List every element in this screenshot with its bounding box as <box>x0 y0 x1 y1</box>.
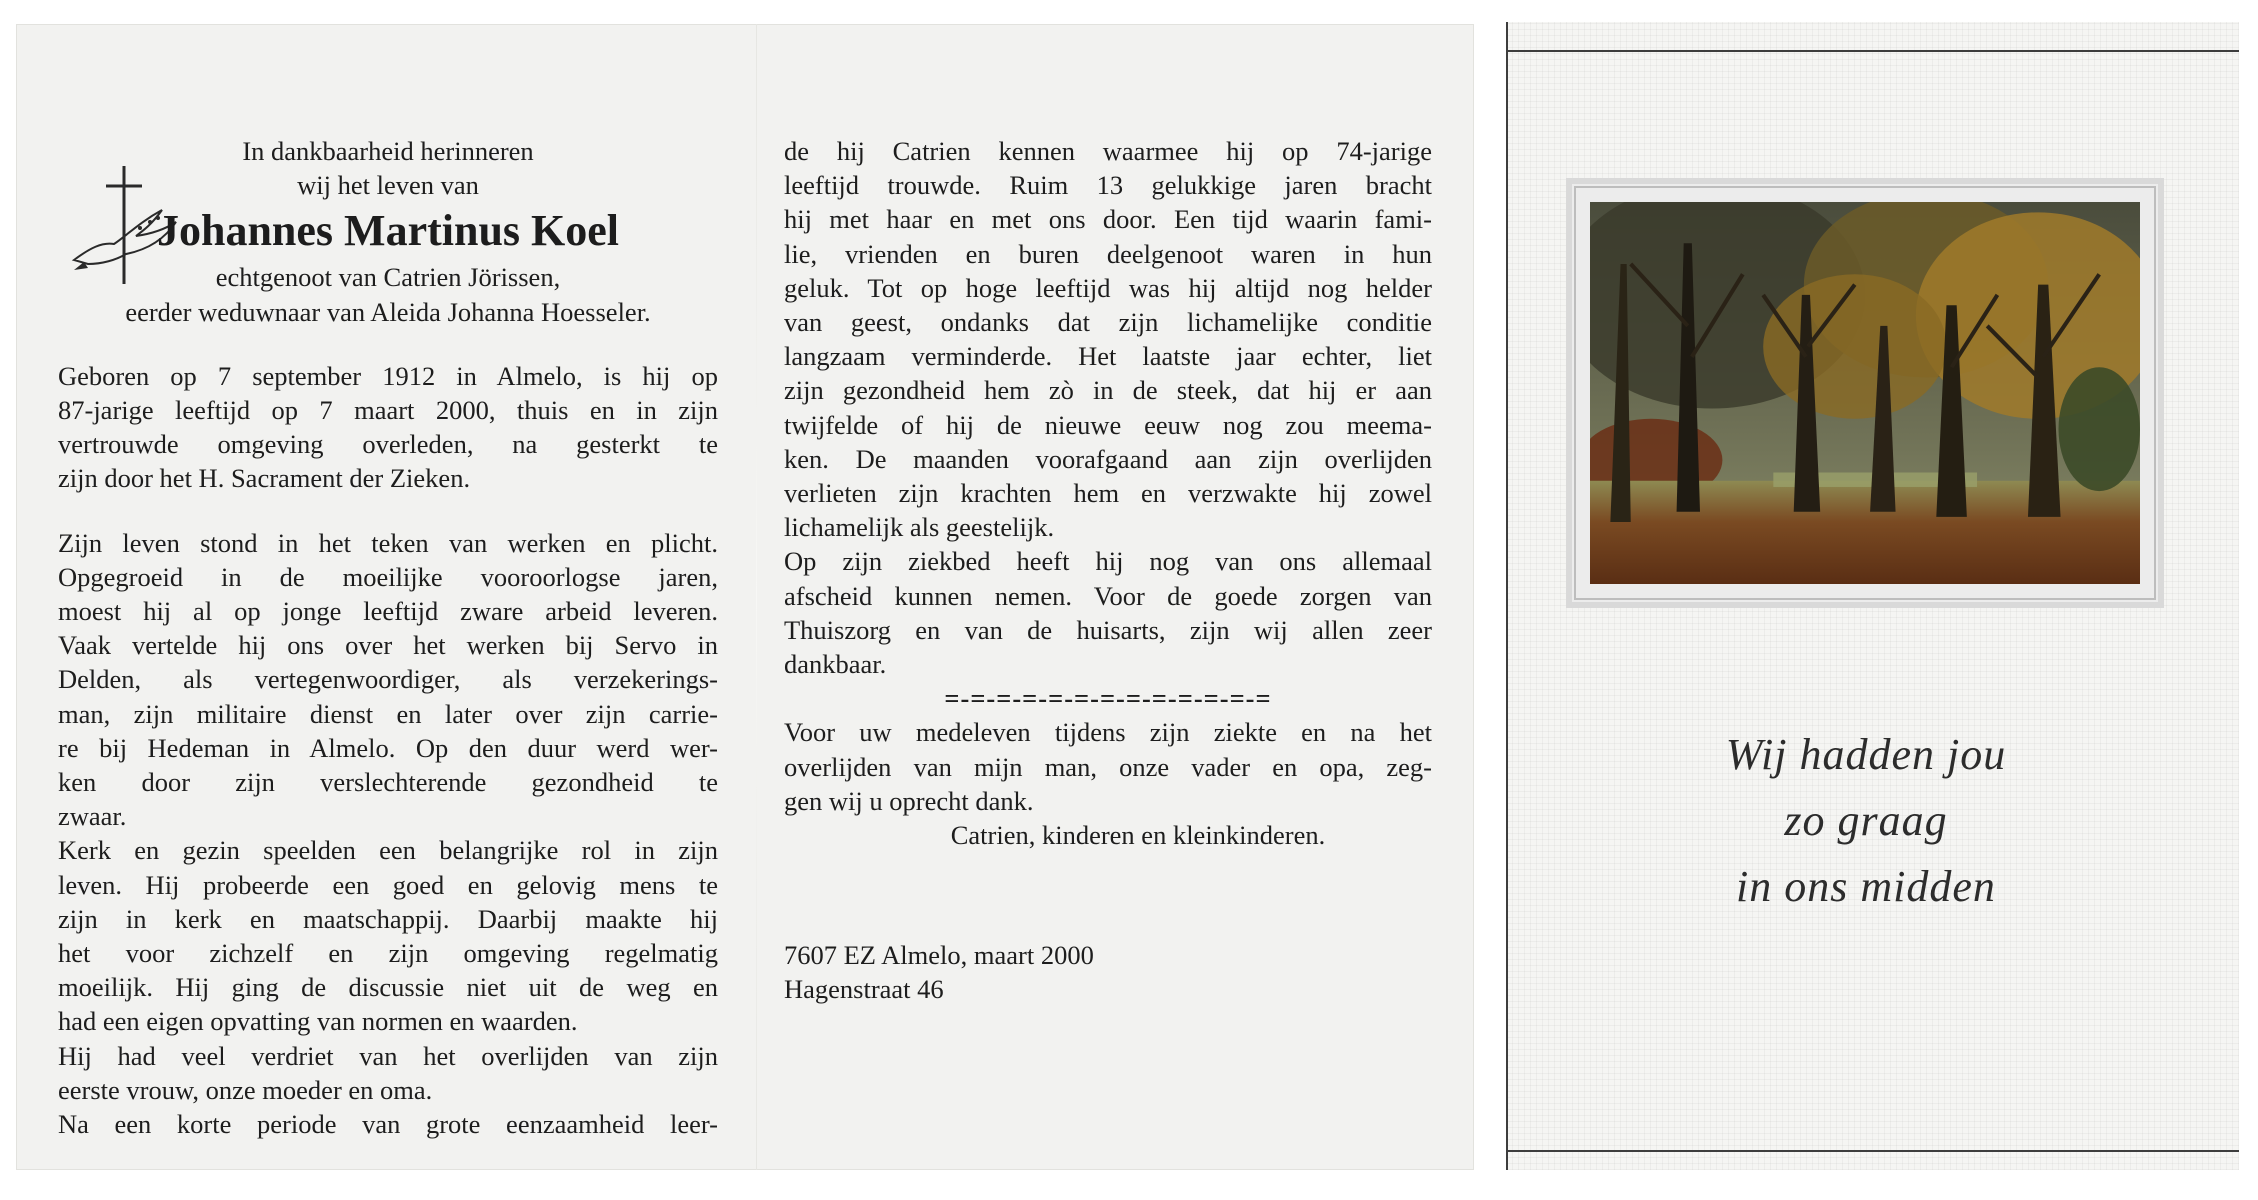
text-line: het voor zichzelf en zijn omgeving regelmatig <box>58 938 718 969</box>
text-line: moeilijk. Hij ging de discussie niet uit de weg en <box>58 972 718 1003</box>
text-line: ken door zijn verslechterende gezondheid te <box>58 767 718 798</box>
text-line: hij met haar en met ons door. Een tijd waarin fami- <box>784 204 1432 235</box>
text-line: lichamelijk als geestelijk. <box>784 512 1055 543</box>
text-line: Delden, als vertegenwoordiger, als verzekerings- <box>58 664 718 695</box>
paragraph-loneliness <box>58 1107 718 1141</box>
verse-text <box>1626 722 2106 920</box>
fold-line <box>756 24 757 1170</box>
text-line: ken. De maanden voorafgaand aan zijn overlijden <box>784 443 1432 474</box>
verse-line: zo graag <box>1784 796 1948 845</box>
text-line: langzaam verminderde. Het laatste jaar echter, liet <box>784 341 1432 372</box>
text-line: Thuiszorg en van de huisarts, zijn wij allen zeer <box>784 614 1432 645</box>
text-line: leven. Hij probeerde een goed en gelovig mens te <box>58 869 718 900</box>
text-line: geluk. Tot op hoge leeftijd was hij altijd nog helder <box>784 272 1432 303</box>
text-line: gen wij u oprecht dank. <box>784 785 1034 816</box>
spouse-line: echtgenoot van Catrien Jörissen, <box>215 262 561 293</box>
text-line: 87-jarige leeftijd op 7 maart 2000, thuis en in zijn <box>58 395 718 426</box>
text-line: zijn gezondheid hem zò in de steek, dat hij er aan <box>784 375 1432 406</box>
text-line: afscheid kunnen nemen. Voor de goede zorgen van <box>784 580 1432 611</box>
text-line: zijn door het H. Sacrament der Zieken. <box>58 463 471 494</box>
text-line: moest hij al op jonge leeftijd zware arbeid leveren. <box>58 596 718 627</box>
text-line: Hij had veel verdriet van het overlijden van zijn <box>58 1040 718 1071</box>
divider-ornament: =-=-=-=-=-=-=-=-=-=-=-=-= <box>944 683 1272 714</box>
text-line: van geest, ondanks dat zijn lichamelijke conditie <box>784 307 1432 338</box>
text-line: Op zijn ziekbed heeft hij nog van ons allemaal <box>784 546 1432 577</box>
text-line: Kerk en gezin speelden een belangrijke rol in zijn <box>58 835 718 866</box>
memorial-card-inside <box>16 24 1474 1170</box>
verse-line: Wij hadden jou <box>1725 730 2007 779</box>
text-line: Na een korte periode van grote eenzaamheid leer- <box>58 1109 718 1140</box>
text-line: Zijn leven stond in het teken van werken en plicht. <box>58 527 718 558</box>
paragraph-catrien <box>784 134 1432 544</box>
widower-line: eerder weduwnaar van Aleida Johanna Hoesseler. <box>125 296 651 327</box>
autumn-trees-photo <box>1590 202 2140 584</box>
text-line: zwaar. <box>58 801 127 832</box>
verse-line: in ons midden <box>1736 862 1996 911</box>
paragraph-faith <box>58 833 718 1038</box>
text-line: de hij Catrien kennen waarmee hij op 74-jarige <box>784 136 1432 166</box>
card-top-rule <box>1506 50 2239 52</box>
deceased-name: Johannes Martinus Koel <box>156 206 620 256</box>
left-column <box>58 134 718 1141</box>
paragraph-work <box>58 526 718 834</box>
right-column <box>784 134 1432 1007</box>
text-line: dankbaar. <box>784 649 887 680</box>
address-line-2: Hagenstraat 46 <box>784 974 944 1005</box>
signoff: Catrien, kinderen en kleinkinderen. <box>950 820 1326 851</box>
paragraph-farewell <box>784 544 1432 681</box>
text-line: zijn in kerk en maatschappij. Daarbij maakte hij <box>58 903 718 934</box>
text-line: Voor uw medeleven tijdens zijn ziekte en na het <box>784 717 1432 748</box>
intro-line-2: wij het leven van <box>297 170 479 201</box>
text-line: vertrouwde omgeving overleden, na gesterkt te <box>58 429 718 460</box>
paragraph-birth-death <box>58 359 718 496</box>
memorial-card-front <box>1506 22 2239 1170</box>
address-line-1: 7607 EZ Almelo, maart 2000 <box>784 940 1094 971</box>
paragraph-thanks <box>784 715 1432 818</box>
text-line: verlieten zijn krachten hem en verzwakte hij zowel <box>784 478 1432 509</box>
text-line: eerste vrouw, onze moeder en oma. <box>58 1074 433 1105</box>
text-line: lie, vrienden en buren deelgenoot waren in hun <box>784 238 1432 269</box>
photo-frame <box>1566 178 2164 608</box>
card-bottom-rule <box>1506 1150 2239 1152</box>
text-line: leeftijd trouwde. Ruim 13 gelukkige jaren bracht <box>784 170 1432 201</box>
text-line: overlijden van mijn man, onze vader en opa, zeg- <box>784 751 1432 782</box>
intro-line-1: In dankbaarheid herinneren <box>242 136 534 166</box>
text-line: man, zijn militaire dienst en later over zijn carrie- <box>58 698 718 729</box>
text-line: had een eigen opvatting van normen en waarden. <box>58 1006 578 1037</box>
text-line: twijfelde of hij de nieuwe eeuw nog zou meema- <box>784 409 1432 440</box>
text-line: Geboren op 7 september 1912 in Almelo, is hij op <box>58 360 718 391</box>
card-edge <box>1506 22 1508 1170</box>
address-block <box>784 938 1432 1006</box>
paragraph-sorrow <box>58 1039 718 1107</box>
text-line: Opgegroeid in de moeilijke vooroorlogse jaren, <box>58 561 718 592</box>
text-line: Vaak vertelde hij ons over het werken bij Servo in <box>58 630 718 661</box>
text-line: re bij Hedeman in Almelo. Op den duur werd wer- <box>58 732 718 763</box>
